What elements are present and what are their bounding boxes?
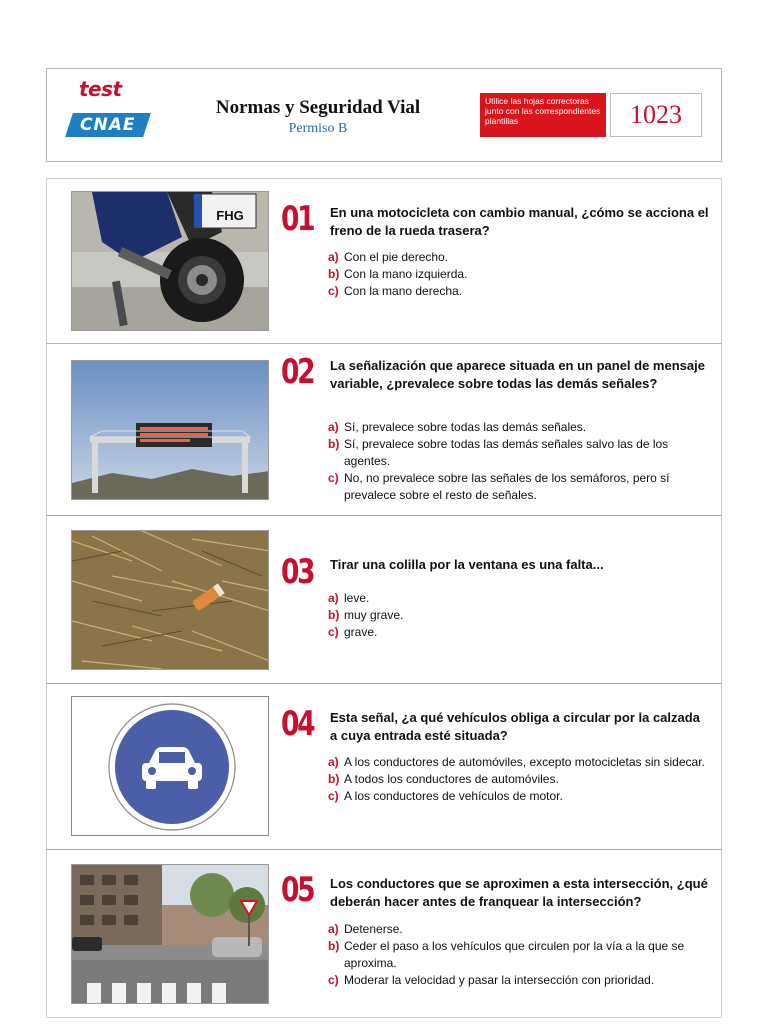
answer-list [328,249,708,300]
answer-text: A los conductores de automóviles, excepto motocicletas sin sidecar. [344,755,705,769]
answer-option[interactable] [328,921,708,938]
question-number: 04 [281,704,314,744]
answer-text: muy grave. [344,608,404,622]
answer-list [328,419,708,504]
license-plate-text: FHG [216,208,244,223]
answer-text: A los conductores de vehículos de motor. [344,789,563,803]
brand-logo [65,113,151,137]
answer-text: grave. [344,625,378,639]
answer-option[interactable] [328,249,708,266]
question-card [46,850,722,1018]
answer-label: b) [328,939,340,953]
question-text: Tirar una colilla por la ventana es una falta... [330,557,604,572]
question-card [46,178,722,344]
answer-option[interactable] [328,972,708,989]
question-number: 01 [281,199,314,239]
answer-label: c) [328,625,339,639]
answer-text: Moderar la velocidad y pasar la intersección con prioridad. [344,973,655,987]
answer-text: Detenerse. [344,922,403,936]
answer-list [328,921,708,989]
answer-label: c) [328,284,339,298]
answer-option[interactable] [328,590,708,607]
brand-logo-text: CNAE [80,115,136,135]
question-number: 05 [281,870,314,910]
page-title: Normas y Seguridad Vial [215,97,421,118]
answer-option[interactable] [328,624,708,641]
answer-label: c) [328,973,339,987]
answer-option[interactable] [328,771,708,788]
answer-list [328,754,708,805]
answer-option[interactable] [328,754,708,771]
answer-label: c) [328,789,339,803]
answer-text: Con la mano izquierda. [344,267,468,281]
answer-option[interactable] [328,266,708,283]
question-text: Los conductores que se aproximen a esta intersección, ¿qué deberán hacer antes de franquear la intersección? [330,876,708,909]
question-number: 03 [281,552,314,592]
answer-label: b) [328,608,340,622]
answer-text: Sí, prevalece sobre todas las demás señales. [344,420,587,434]
answer-label: a) [328,591,339,605]
answer-text: Ceder el paso a los vehículos que circulen por la vía a la que se aproxima. [344,939,685,970]
answer-text: leve. [344,591,370,605]
question-text: Esta señal, ¿a qué vehículos obliga a circular por la calzada a cuya entrada esté situada? [330,710,700,743]
answer-option[interactable] [328,607,708,624]
answer-label: b) [328,772,340,786]
answer-label: a) [328,922,339,936]
instructions-note: Utilice las hojas correctoras junto con las correspondientes plantillas [480,93,606,137]
answer-label: a) [328,250,339,264]
answer-option[interactable] [328,419,708,436]
answer-text: A todos los conductores de automóviles. [344,772,559,786]
answer-option[interactable] [328,938,708,972]
cigarette-butt-photo [71,530,269,670]
answer-option[interactable] [328,436,708,470]
answer-label: c) [328,471,339,485]
question-text: En una motocicleta con cambio manual, ¿cómo se acciona el freno de la rueda trasera? [330,205,709,238]
page-subtitle: Permiso B [288,121,348,136]
answer-text: Con la mano derecha. [344,284,463,298]
question-card [46,344,722,516]
answer-option[interactable] [328,788,708,805]
answer-list [328,590,708,641]
intersection-photo [71,864,269,1004]
question-card [46,684,722,850]
answer-option[interactable] [328,470,708,504]
answer-text: Con el pie derecho. [344,250,449,264]
motorcycle-brake-photo [71,191,269,331]
answer-label: b) [328,437,340,451]
test-code: 1023 [610,93,702,137]
logo-test-text: test [79,77,122,101]
motor-vehicles-sign [71,696,269,836]
question-card [46,516,722,684]
test-header [46,68,722,162]
answer-label: a) [328,420,339,434]
answer-text: No, no prevalece sobre las señales de los semáforos, pero sí prevalece sobre el resto de señales. [344,471,670,502]
answer-label: a) [328,755,339,769]
question-number: 02 [281,352,314,392]
variable-message-sign-photo [71,360,269,500]
answer-label: b) [328,267,340,281]
answer-text: Sí, prevalece sobre todas las demás señales salvo las de los agentes. [344,437,669,468]
question-text: La señalización que aparece situada en un panel de mensaje variable, ¿prevalece sobre todas las demás señales? [330,358,705,391]
answer-option[interactable] [328,283,708,300]
